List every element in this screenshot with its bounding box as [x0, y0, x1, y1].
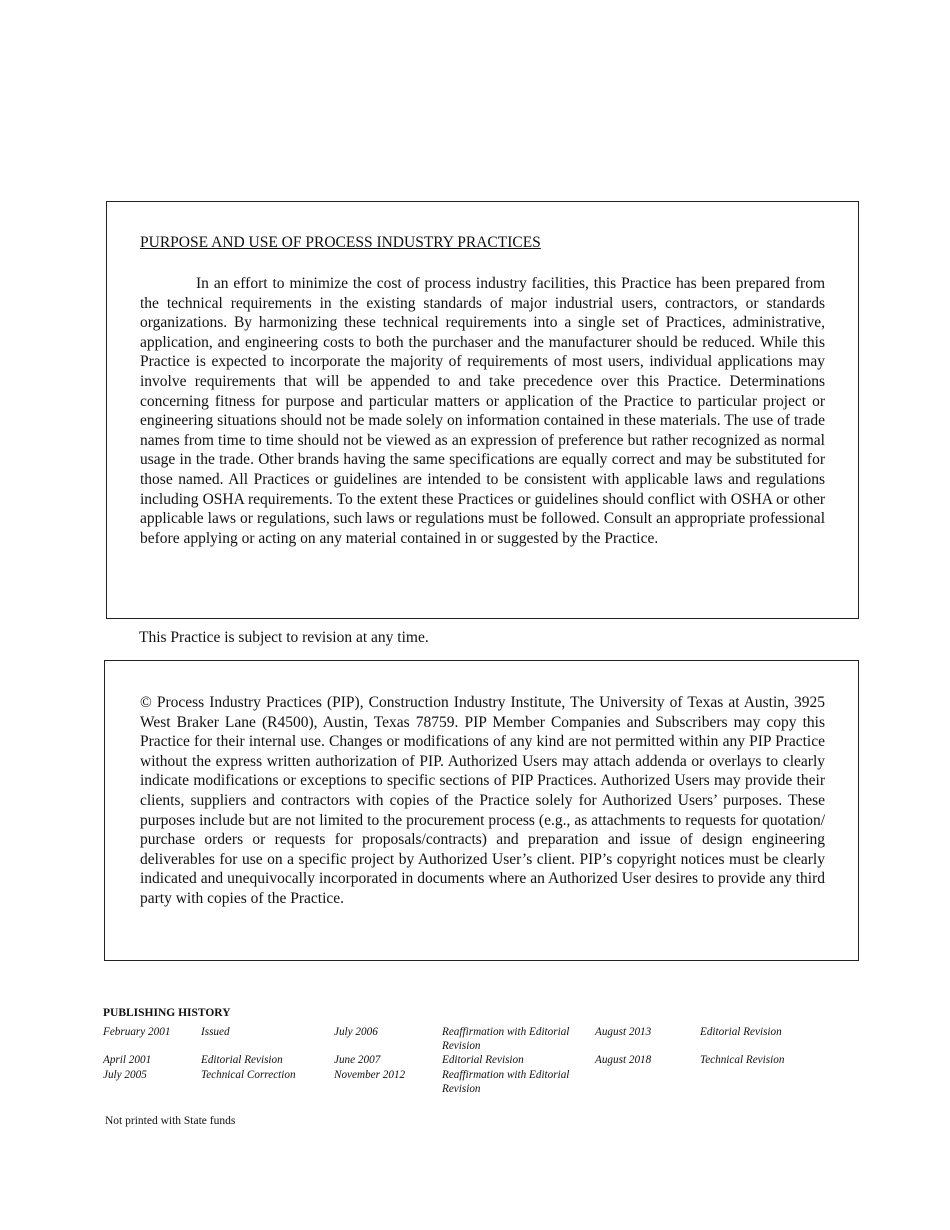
history-date: February 2001	[103, 1026, 171, 1038]
history-action: Editorial Revision	[700, 1026, 782, 1038]
history-action: Issued	[201, 1026, 230, 1038]
history-action: Editorial Revision	[201, 1054, 283, 1066]
history-action: Technical Correction	[201, 1069, 296, 1081]
copyright-body: © Process Industry Practices (PIP), Construction Industry Institute, The University of Texas at Austin, 3925 West Braker Lane (R4500), Austin, Texas 78759. PIP Member Companies and Subscribers may copy this Practice for their internal use. Changes or modifications of any kind are not permitted within any PIP Practice without the express written authorization of PIP. Authorized Users may attach addenda or overlays to clearly indicate modifications or exceptions to specific sections of PIP Practices. Authorized Users may provide their clients, suppliers and contractors with copies of the Practice solely for Authorized Users’ purposes. These purposes include but are not limited to the procurement process (e.g., as attachments to requests for quotation/ purchase orders or requests for proposals/contracts) and preparation and issue of design engineering deliverables for use on a specific project by Authorized User’s client. PIP’s copyright notices must be clearly indicated and unequivocally incorporated in documents where an Authorized User desires to provide any third party with copies of the Practice.	[140, 694, 825, 907]
history-date: November 2012	[334, 1069, 406, 1081]
history-action: Editorial Revision	[442, 1054, 524, 1066]
history-date: April 2001	[103, 1054, 152, 1066]
history-date: July 2005	[103, 1069, 147, 1081]
history-date: August 2013	[595, 1026, 652, 1038]
history-action: Technical Revision	[700, 1054, 785, 1066]
history-date: July 2006	[334, 1026, 378, 1038]
revision-note: This Practice is subject to revision at any time.	[139, 629, 429, 646]
history-action: Reaffirmation with Editorial Revision	[442, 1026, 570, 1052]
history-action: Reaffirmation with Editorial Revision	[442, 1069, 570, 1095]
publishing-history-title: PUBLISHING HISTORY	[103, 1007, 231, 1019]
purpose-title: PURPOSE AND USE OF PROCESS INDUSTRY PRACTICES	[140, 234, 541, 251]
history-date: June 2007	[334, 1054, 381, 1066]
footer-note: Not printed with State funds	[105, 1115, 236, 1127]
purpose-box	[106, 201, 859, 619]
copyright-box	[104, 660, 859, 961]
purpose-body: In an effort to minimize the cost of process industry facilities, this Practice has been prepared from the technical requirements in the existing standards of major industrial users, contractors, or standards organizations. By harmonizing these technical requirements into a single set of Practices, administrative, application, and engineering costs to both the purchaser and the manufacturer should be reduced. While this Practice is expected to incorporate the majority of requirements of most users, individual applications may involve requirements that will be appended to and take precedence over this Practice. Determinations concerning fitness for purpose and particular matters or application of the Practice to particular project or engineering situations should not be made solely on information contained in these materials. The use of trade names from time to time should not be viewed as an expression of preference but rather recognized as normal usage in the trade. Other brands having the same specifications are equally correct and may be substituted for those named. All Practices or guidelines are intended to be consistent with applicable laws and regulations including OSHA requirements. To the extent these Practices or guidelines should conflict with OSHA or other applicable laws or regulations, such laws or regulations must be followed. Consult an appropriate professional before applying or acting on any material contained in or suggested by the Practice.	[140, 275, 825, 547]
history-date: August 2018	[595, 1054, 652, 1066]
